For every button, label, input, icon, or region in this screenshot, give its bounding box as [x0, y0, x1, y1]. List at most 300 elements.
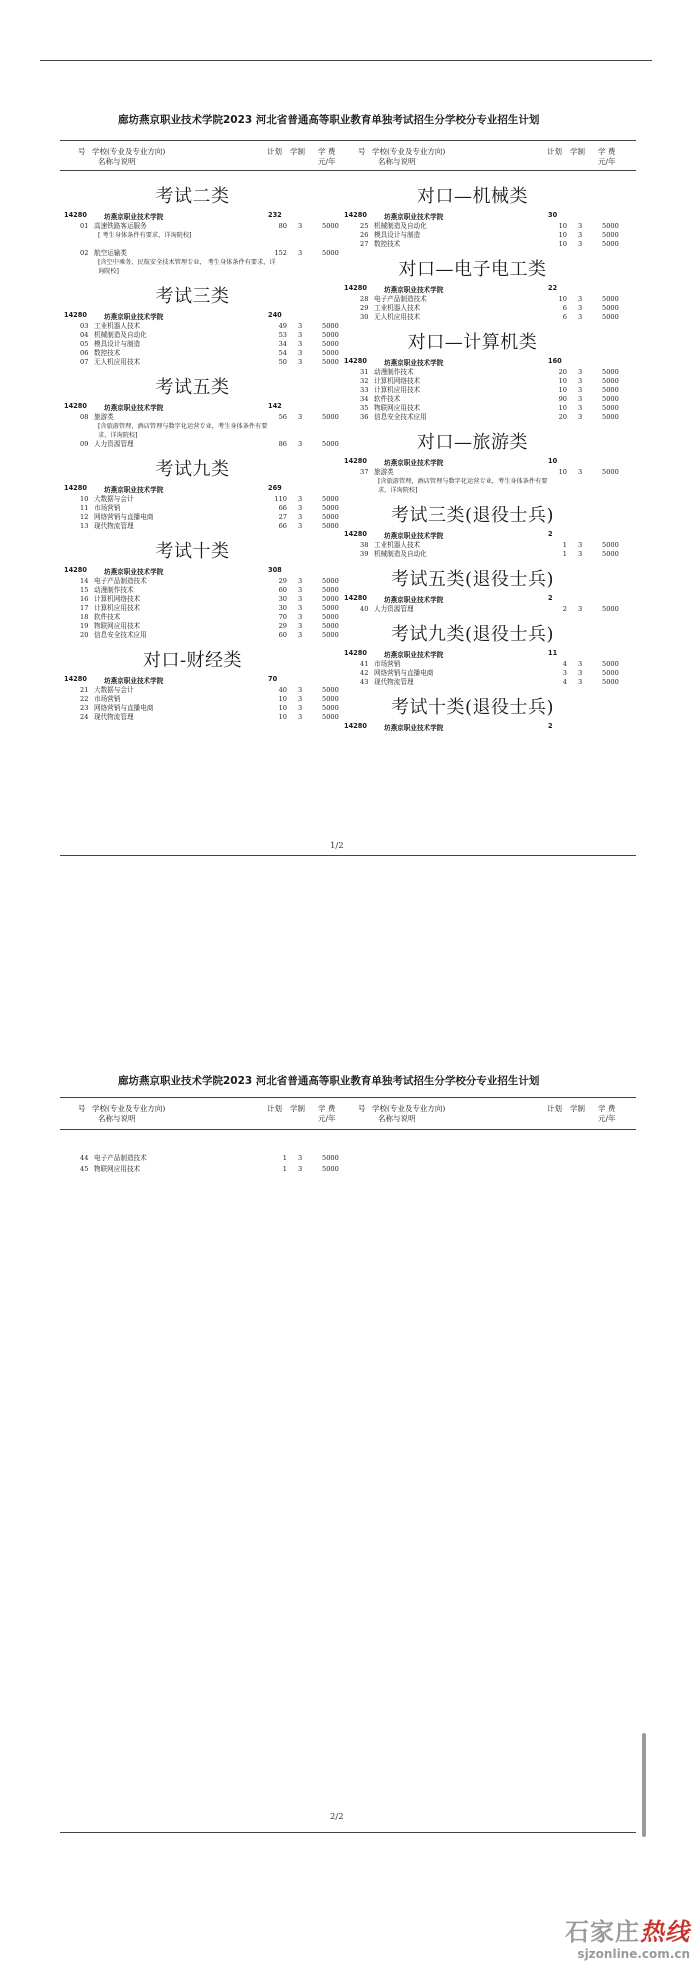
row-major-name: 现代物流管理	[374, 678, 414, 686]
row-plan: 10	[558, 377, 567, 385]
row-fee: 5000	[322, 340, 339, 348]
school-total-plan: 2	[548, 722, 553, 730]
col-header-school-desc: 名称与说明	[98, 1114, 136, 1123]
page-title: 廊坊燕京职业技术学院2023 河北省普通高等职业教育单独考试招生分学校分专业招生计划	[118, 114, 540, 126]
table-row	[340, 222, 630, 231]
row-plan: 29	[278, 577, 287, 585]
row-no: 34	[360, 395, 369, 403]
row-years: 3	[298, 358, 303, 366]
table-row	[60, 622, 350, 631]
row-plan: 60	[278, 631, 287, 639]
table-row	[340, 377, 630, 386]
row-no: 18	[80, 613, 89, 621]
school-total-plan: 10	[548, 457, 558, 465]
school-total-plan: 2	[548, 594, 553, 602]
row-no: 24	[80, 713, 89, 721]
row-plan: 10	[558, 295, 567, 303]
row-plan: 3	[562, 669, 567, 677]
page-top-rule	[40, 60, 652, 61]
row-years: 3	[298, 713, 303, 721]
row-no: 36	[360, 413, 369, 421]
table-row	[60, 322, 350, 331]
table-row	[60, 349, 350, 358]
row-fee: 5000	[322, 358, 339, 366]
row-fee: 5000	[602, 304, 619, 312]
scrollbar[interactable]	[642, 1733, 646, 1837]
row-years: 3	[578, 413, 583, 421]
row-major-name: 计算机网络技术	[94, 595, 141, 603]
category-heading: 考试二类	[155, 186, 230, 207]
row-no: 33	[360, 386, 369, 394]
table-row	[340, 550, 630, 559]
row-plan: 20	[558, 413, 567, 421]
row-years: 3	[578, 660, 583, 668]
row-fee: 5000	[322, 322, 339, 330]
table-row	[60, 604, 350, 613]
row-plan: 30	[278, 604, 287, 612]
table-row	[60, 504, 350, 513]
row-fee: 5000	[322, 1154, 339, 1162]
school-code: 14280	[344, 357, 367, 365]
row-plan: 10	[558, 404, 567, 412]
row-fee: 5000	[322, 577, 339, 585]
row-plan: 53	[278, 331, 287, 339]
row-years: 3	[578, 395, 583, 403]
row-major-name: 大数据与会计	[94, 686, 134, 694]
row-major-name: 市场营销	[374, 660, 401, 668]
row-no: 22	[80, 695, 89, 703]
table-row	[60, 413, 350, 422]
col-header-fee-unit: 元/年	[318, 1114, 336, 1123]
row-note: [含旅游管理，酒店管理与数字化运营专业，考生身体条件有要求，详询院校]	[98, 423, 268, 439]
row-no: 29	[360, 304, 369, 312]
row-no: 37	[360, 468, 369, 476]
row-fee: 5000	[322, 604, 339, 612]
row-fee: 5000	[322, 504, 339, 512]
category-heading: 考试三类(退役士兵)	[390, 505, 555, 526]
row-major-name: 网络营销与直播电商	[94, 704, 154, 712]
row-no: 10	[80, 495, 89, 503]
row-no: 40	[360, 605, 369, 613]
row-plan: 50	[278, 358, 287, 366]
row-plan: 1	[562, 541, 567, 549]
col-header-fee: 学 费	[318, 1104, 336, 1113]
row-years: 3	[298, 322, 303, 330]
row-plan: 86	[278, 440, 287, 448]
table-row	[60, 249, 350, 258]
row-plan: 1	[282, 1165, 287, 1173]
school-name: 坊燕京职业技术学院	[104, 213, 164, 221]
category-heading: 对口—旅游类	[417, 432, 528, 453]
row-fee: 5000	[322, 1165, 339, 1173]
row-plan: 1	[562, 550, 567, 558]
row-years: 3	[298, 340, 303, 348]
category-heading: 对口-财经类	[142, 650, 243, 671]
row-fee: 5000	[602, 669, 619, 677]
row-plan: 4	[562, 660, 567, 668]
row-no: 01	[80, 222, 89, 230]
category-heading: 考试三类	[155, 286, 230, 307]
row-fee: 5000	[322, 513, 339, 521]
row-major-name: 模具设计与制造	[94, 340, 141, 348]
school-total-plan: 308	[268, 566, 282, 574]
col-header-plan: 计划	[547, 1104, 562, 1113]
row-fee: 5000	[322, 586, 339, 594]
col-header-fee: 学 费	[598, 1104, 616, 1113]
row-no: 23	[80, 704, 89, 712]
row-no: 12	[80, 513, 89, 521]
table-row	[60, 586, 350, 595]
table-row	[60, 222, 350, 231]
row-major-name: 机械制造及自动化	[94, 331, 147, 339]
row-major-name: 信息安全技术应用	[94, 631, 147, 639]
row-years: 3	[298, 440, 303, 448]
school-code: 14280	[344, 211, 367, 219]
school-code: 14280	[344, 284, 367, 292]
col-header-years: 学制	[290, 147, 305, 156]
row-years: 3	[298, 622, 303, 630]
row-plan: 20	[558, 368, 567, 376]
row-fee: 5000	[602, 231, 619, 239]
row-years: 3	[578, 240, 583, 248]
school-total-plan: 142	[268, 402, 282, 410]
row-years: 3	[298, 595, 303, 603]
school-code: 14280	[64, 402, 87, 410]
row-no: 15	[80, 586, 89, 594]
row-plan: 10	[558, 468, 567, 476]
row-major-name: 工业机器人技术	[374, 304, 421, 312]
table-row	[340, 605, 630, 614]
row-years: 3	[298, 249, 303, 257]
school-code: 14280	[64, 311, 87, 319]
category-heading: 对口—机械类	[417, 186, 528, 207]
table-row	[60, 340, 350, 349]
row-major-name: 电子产品制造技术	[374, 295, 427, 303]
col-header-no: 号	[78, 1104, 86, 1113]
school-code: 14280	[344, 594, 367, 602]
col-header-no: 号	[358, 147, 366, 156]
row-major-name: 软件技术	[374, 395, 401, 403]
row-fee: 5000	[322, 686, 339, 694]
table-row	[60, 358, 350, 367]
table-row	[340, 404, 630, 413]
row-major-name: 动漫制作技术	[94, 586, 134, 594]
table-row	[60, 577, 350, 586]
row-major-name: 现代物流管理	[94, 522, 134, 530]
page-bottom-rule	[60, 855, 636, 856]
school-name: 坊燕京职业技术学院	[384, 286, 444, 294]
table-row	[60, 595, 350, 604]
row-years: 3	[298, 604, 303, 612]
school-name: 坊燕京职业技术学院	[104, 404, 164, 412]
row-plan: 49	[278, 322, 287, 330]
row-plan: 10	[558, 222, 567, 230]
table-row	[60, 440, 350, 449]
row-years: 3	[578, 368, 583, 376]
school-total-plan: 232	[268, 211, 282, 219]
col-header-fee: 学 费	[598, 147, 616, 156]
row-years: 3	[298, 586, 303, 594]
row-major-name: 市场营销	[94, 504, 121, 512]
table-row	[60, 695, 350, 704]
page-number: 2/2	[330, 1812, 344, 1822]
row-major-name: 软件技术	[94, 613, 121, 621]
table-row	[60, 686, 350, 695]
row-major-name: 物联网应用技术	[94, 1165, 141, 1173]
col-header-years: 学制	[570, 1104, 585, 1113]
table-row	[340, 368, 630, 377]
row-plan: 80	[278, 222, 287, 230]
row-fee: 5000	[602, 404, 619, 412]
category-heading: 对口—计算机类	[407, 332, 538, 353]
row-years: 3	[578, 404, 583, 412]
row-fee: 5000	[602, 386, 619, 394]
school-name: 坊燕京职业技术学院	[384, 596, 444, 604]
row-fee: 5000	[602, 377, 619, 385]
table-row	[340, 231, 630, 240]
row-fee: 5000	[602, 660, 619, 668]
row-years: 3	[578, 377, 583, 385]
row-years: 3	[578, 550, 583, 558]
row-no: 31	[360, 368, 369, 376]
row-years: 3	[578, 304, 583, 312]
row-major-name: 计算机网络技术	[374, 377, 421, 385]
table-row	[340, 240, 630, 249]
row-fee: 5000	[322, 349, 339, 357]
col-header-fee-unit: 元/年	[318, 157, 336, 166]
row-no: 08	[80, 413, 89, 421]
row-fee: 5000	[602, 678, 619, 686]
row-major-name: 数控技术	[374, 240, 401, 248]
school-total-plan: 269	[268, 484, 282, 492]
row-no: 26	[360, 231, 369, 239]
row-major-name: 工业机器人技术	[94, 322, 141, 330]
title-rule	[60, 1097, 636, 1098]
school-name: 坊燕京职业技术学院	[384, 532, 444, 540]
school-total-plan: 30	[548, 211, 558, 219]
table-row	[340, 386, 630, 395]
row-plan: 54	[278, 349, 287, 357]
row-years: 3	[298, 631, 303, 639]
row-major-name: 旅游类	[94, 413, 114, 421]
row-no: 14	[80, 577, 89, 585]
col-header-plan: 计划	[267, 1104, 282, 1113]
row-years: 3	[578, 605, 583, 613]
table-row	[60, 613, 350, 622]
row-years: 3	[298, 522, 303, 530]
row-plan: 34	[278, 340, 287, 348]
row-fee: 5000	[322, 495, 339, 503]
row-major-name: 无人机应用技术	[94, 358, 141, 366]
col-header-no: 号	[358, 1104, 366, 1113]
row-years: 3	[298, 504, 303, 512]
row-years: 3	[298, 577, 303, 585]
row-note: [含旅游管理，酒店管理与数字化运营专业，考生身体条件有要求，详询院校]	[378, 478, 548, 494]
row-plan: 27	[278, 513, 287, 521]
row-plan: 60	[278, 586, 287, 594]
row-fee: 5000	[602, 295, 619, 303]
col-header-school-desc: 名称与说明	[378, 157, 416, 166]
row-no: 04	[80, 331, 89, 339]
row-fee: 5000	[322, 331, 339, 339]
row-plan: 2	[562, 605, 567, 613]
row-major-name: 无人机应用技术	[374, 313, 421, 321]
category-heading: 考试十类	[155, 541, 230, 562]
row-major-name: 机械制造及自动化	[374, 222, 427, 230]
school-name: 坊燕京职业技术学院	[384, 459, 444, 467]
row-fee: 5000	[322, 522, 339, 530]
row-no: 32	[360, 377, 369, 385]
row-no: 43	[360, 678, 369, 686]
school-code: 14280	[64, 484, 87, 492]
row-years: 3	[298, 495, 303, 503]
school-code: 14280	[64, 211, 87, 219]
row-years: 3	[578, 678, 583, 686]
row-plan: 152	[274, 249, 287, 257]
row-plan: 30	[278, 595, 287, 603]
row-fee: 5000	[322, 440, 339, 448]
table-row	[340, 678, 630, 687]
row-years: 3	[298, 704, 303, 712]
table-row	[60, 713, 350, 722]
table-row	[60, 1154, 350, 1163]
col-header-years: 学制	[290, 1104, 305, 1113]
row-major-name: 人力资源管理	[374, 605, 414, 613]
row-years: 3	[298, 222, 303, 230]
row-fee: 5000	[602, 313, 619, 321]
row-fee: 5000	[322, 413, 339, 421]
row-no: 20	[80, 631, 89, 639]
row-years: 3	[298, 695, 303, 703]
row-major-name: 电子产品制造技术	[94, 1154, 147, 1162]
row-years: 3	[298, 413, 303, 421]
school-code: 14280	[344, 722, 367, 730]
school-name: 坊燕京职业技术学院	[384, 724, 444, 732]
row-no: 38	[360, 541, 369, 549]
row-plan: 6	[562, 304, 567, 312]
category-heading: 考试十类(退役士兵)	[390, 697, 555, 718]
row-no: 27	[360, 240, 369, 248]
row-no: 07	[80, 358, 89, 366]
table-row	[60, 522, 350, 531]
row-years: 3	[578, 386, 583, 394]
category-heading: 考试九类	[155, 459, 230, 480]
row-major-name: 大数据与会计	[94, 495, 134, 503]
table-row	[340, 313, 630, 322]
row-years: 3	[298, 1165, 303, 1173]
row-no: 09	[80, 440, 89, 448]
row-plan: 90	[558, 395, 567, 403]
school-name: 坊燕京职业技术学院	[384, 213, 444, 221]
row-major-name: 高速铁路客运服务	[94, 222, 147, 230]
row-major-name: 市场营销	[94, 695, 121, 703]
col-header-fee: 学 费	[318, 147, 336, 156]
category-heading: 考试九类(退役士兵)	[390, 624, 555, 645]
col-header-school: 学校(专业及专业方向)	[92, 1104, 166, 1113]
row-plan: 110	[274, 495, 287, 503]
row-major-name: 模具设计与制造	[374, 231, 421, 239]
row-no: 44	[80, 1154, 89, 1162]
row-plan: 10	[558, 231, 567, 239]
row-years: 3	[578, 541, 583, 549]
row-major-name: 旅游类	[374, 468, 394, 476]
school-code: 14280	[64, 675, 87, 683]
row-fee: 5000	[602, 395, 619, 403]
row-fee: 5000	[322, 704, 339, 712]
row-no: 35	[360, 404, 369, 412]
row-no: 16	[80, 595, 89, 603]
row-plan: 10	[558, 240, 567, 248]
table-row	[340, 468, 630, 477]
row-fee: 5000	[602, 413, 619, 421]
school-code: 14280	[344, 457, 367, 465]
row-major-name: 机械制造及自动化	[374, 550, 427, 558]
table-row	[60, 513, 350, 522]
row-plan: 29	[278, 622, 287, 630]
col-header-plan: 计划	[267, 147, 282, 156]
row-plan: 40	[278, 686, 287, 694]
table-row	[60, 331, 350, 340]
row-major-name: 信息安全技术应用	[374, 413, 427, 421]
row-no: 13	[80, 522, 89, 530]
row-plan: 4	[562, 678, 567, 686]
row-years: 3	[298, 686, 303, 694]
row-major-name: 现代物流管理	[94, 713, 134, 721]
table-row	[340, 541, 630, 550]
col-header-years: 学制	[570, 147, 585, 156]
table-row	[60, 495, 350, 504]
row-fee: 5000	[602, 240, 619, 248]
row-no: 28	[360, 295, 369, 303]
row-no: 17	[80, 604, 89, 612]
row-no: 30	[360, 313, 369, 321]
row-years: 3	[578, 295, 583, 303]
school-name: 坊燕京职业技术学院	[104, 313, 164, 321]
row-years: 3	[578, 231, 583, 239]
row-fee: 5000	[322, 713, 339, 721]
row-fee: 5000	[322, 631, 339, 639]
row-no: 03	[80, 322, 89, 330]
school-code: 14280	[344, 530, 367, 538]
table-row	[340, 304, 630, 313]
row-no: 45	[80, 1165, 89, 1173]
row-major-name: 电子产品制造技术	[94, 577, 147, 585]
title-rule	[60, 140, 636, 141]
table-row	[60, 631, 350, 640]
row-no: 25	[360, 222, 369, 230]
row-years: 3	[298, 349, 303, 357]
row-plan: 66	[278, 504, 287, 512]
table-row	[340, 395, 630, 404]
row-fee: 5000	[602, 468, 619, 476]
row-major-name: 计算机应用技术	[94, 604, 141, 612]
col-header-no: 号	[78, 147, 86, 156]
page-bottom-rule	[60, 1832, 636, 1833]
row-major-name: 计算机应用技术	[374, 386, 421, 394]
category-heading: 对口—电子电工类	[398, 259, 547, 280]
row-note: [ 考生身体条件有要求，详询院校]	[98, 232, 192, 239]
row-no: 05	[80, 340, 89, 348]
watermark-logo: 石家庄热线 sjzonline.com.cn	[565, 1918, 690, 1961]
table-row	[60, 704, 350, 713]
row-fee: 5000	[602, 550, 619, 558]
row-no: 06	[80, 349, 89, 357]
row-fee: 5000	[602, 541, 619, 549]
row-plan: 1	[282, 1154, 287, 1162]
col-header-school: 学校(专业及专业方向)	[92, 147, 166, 156]
table-row	[60, 1165, 350, 1174]
row-years: 3	[298, 1154, 303, 1162]
